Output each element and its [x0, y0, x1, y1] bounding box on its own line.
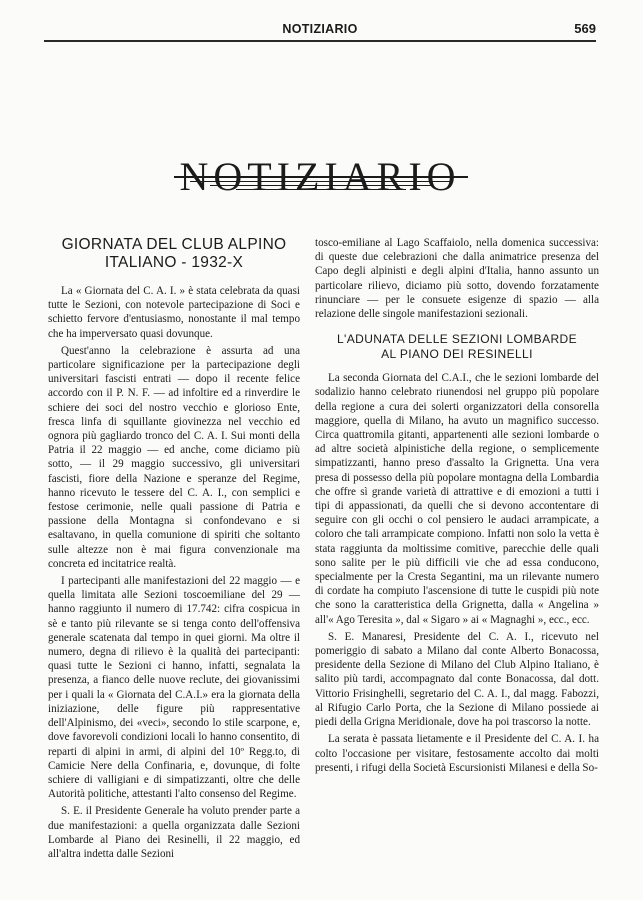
section-paragraph: S. E. Manaresi, Presidente del C. A. I., ricevuto nel pomeriggio di sabato a Milano dal conte Alberto Bonacossa, presidente della Sezione di Milano del Club Alpino Italiano, è salito più tardi, accompagnato dal conte Bonacossa, dal dott. Vittorio Frisinghelli, segretario del C. A. I., dal magg. Fabozzi, al Rifugio Carlo Porta, che la Sezione di Milano possiede ai piedi della Grigna Meridionale, dove ha poi trascorso la notte.: [315, 630, 599, 729]
article-paragraph: Quest'anno la celebrazione è assurta ad una particolare significazione per la partecipazione degli universitari fascisti entrati — dopo il recente felice accordo con il P. N. F. — ad infoltire ed a rinverdire le schiere dei soci del nostro vecchio e glorioso Ente, fresca linfa di squillante giovinezza nel vecchio ed ognora più gagliardo tronco del C. A. I. Sui monti della Patria il 22 maggio — ed anche, come diciamo più sotto, — il 29 maggio successivo, gli universitari fascisti, fiore della Nazione e speranze del Regime, hanno ricevuto le tessere del C. A. I., con semplici e festose cerimonie, nelle quali passione di Patria e passione della Montagna si confondevano e si esaltavano, in quella comunione di spiriti che soltanto sulle altezze non è mai figura convenzionale ma concreta ed incitatrice realtà.: [48, 344, 300, 570]
page-number: 569: [574, 21, 596, 36]
article-title: [48, 236, 300, 272]
title-ornament-rule: [168, 176, 474, 192]
article-paragraph: S. E. il Presidente Generale ha voluto prender parte a due manifestazioni: a quella organizzata dalle Sezioni Lombarde al Piano dei Resinelli, il 22 maggio, ed all'altra indetta dalle Sezioni: [48, 805, 300, 860]
header-rule: [44, 40, 596, 42]
article-title-line2: ITALIANO - 1932-X: [104, 254, 244, 271]
running-title: NOTIZIARIO: [282, 22, 358, 36]
section-title: [315, 332, 599, 361]
section-paragraph: La serata è passata lietamente e il Presidente del C. A. I. ha colto l'occasione per visitare, festosamente accolto dai molti presenti, i rifugi della Società Escursionisti Milanesi e della So-: [315, 733, 599, 774]
section-title-line2: AL PIANO DEI RESINELLI: [381, 346, 533, 361]
running-header: [44, 20, 596, 42]
section-title-line1: L'ADUNATA DELLE SEZIONI LOMBARDE: [336, 332, 578, 347]
article-paragraph: I partecipanti alle manifestazioni del 22 maggio — e quella limitata alle Sezioni toscoemiliane del 29 — hanno raggiunto il numero di 17.742: cifra cospicua in sè e tanto più rilevante se si tenga conto dell'offensiva generale scatenata dal tempo in quei giorni. Ma oltre il numero, degna di rilievo è la qualità dei partecipanti: quasi tutte le Sezioni ci hanno, infatti, segnalata la presenza, a fianco delle nuove reclute, dei giovanissimi per i quali la « Giornata del C.A.I.» era la giornata della iniziazione, delle figure più rappresentative dell'Alpinismo, dei «veci», secondo lo stile scarpone, e, dove favorevoli condizioni locali lo hanno consentito, di reparti di alpini in armi, di alpini del 10º Regg.to, di Camicie Nere della Confinaria, e, dovunque, di folte schiere di valligiani e di simpatizzanti, oltre che delle Autorità politiche, attestanti l'alto consenso del Regime.: [48, 575, 300, 801]
left-column: [48, 236, 300, 861]
article-paragraph: La « Giornata del C. A. I. » è stata celebrata da quasi tutte le Sezioni, con notevole partecipazione di Soci e schietto fervore d'entusiasmo, nonostante il mal tempo che ha imperversato quasi dovunque.: [48, 285, 300, 340]
section-paragraph: La seconda Giornata del C.A.I., che le sezioni lombarde del sodalizio hanno celebrato riunendosi nel gruppo più popolare della regione a cura dei solerti organizzatori della consorella maggiore, quella di Milano, ha avuto un magnifico successo. Circa quattromila gitanti, appartenenti alle sezioni lombarde o ad altre società alpinistiche della regione, o semplicemente simpatizzanti, hanno preso d'assalto la Grignetta. Una vera presa di possesso della più popolare montagna della Lombardia che offre sì grande varietà di attrattive e di emozioni a tutti i tipi di appassionati, da quelli che si devono accontentare di seguire con gli occhi o col pensiero le audaci arrampicate, a coloro che tali arrampicate compiono. Infatti non solo la vetta è stata raggiunta da moltissime comitive, parecchie delle quali sono salite per le più difficili vie che ad essa conducono, specialmente per la Cresta Segantini, ma un rilevante numero di cordate ha compiuto l'ascensione di tutte le cuspidi più note che sono la caratteristica della Grignetta, dalla « Angelina » all'« Ago Teresita », dal « Sigaro » ai « Magnaghi », ecc., ecc.: [315, 372, 599, 626]
article-title-line1: GIORNATA DEL CLUB ALPINO: [61, 236, 287, 253]
right-column: [315, 236, 599, 775]
article-continuation: tosco-emiliane al Lago Scaffaiolo, nella domenica successiva: di queste due celebrazioni che dalla animatrice presenza del Capo degli alpinisti e degli alpini d'Italia, hanno assunto un particolare rilievo, diciamo più sotto, dovendo forzatamente rinunciare — per le consuete esigenze di spazio — alla relazione delle singole manifestazioni sezionali.: [315, 237, 599, 321]
